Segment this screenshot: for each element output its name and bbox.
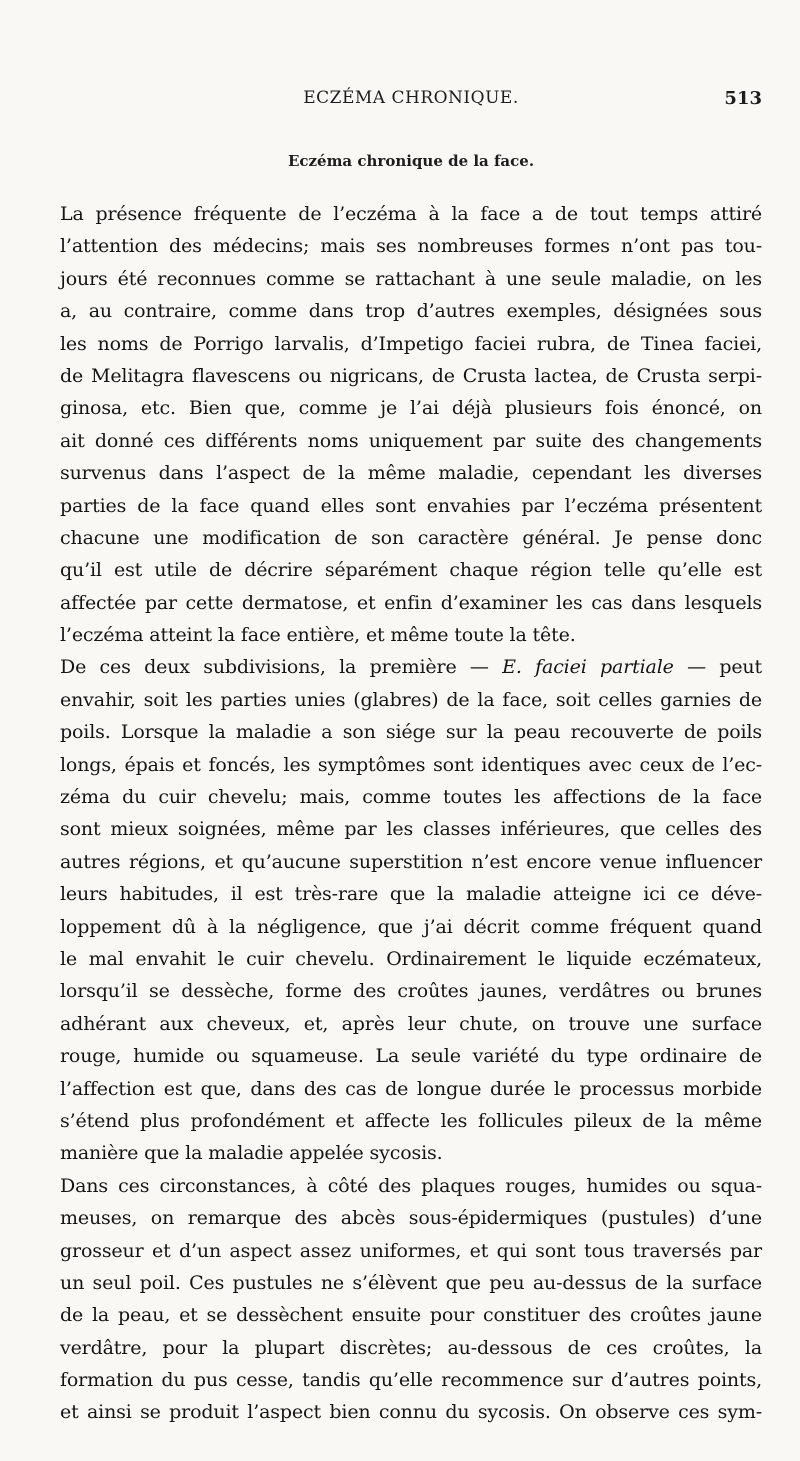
running-head [60,88,762,116]
text-line: chacune une modification de son caractère général. Je pense donc [60,526,762,549]
text-line: La présence fréquente de l’eczéma à la face a de tout temps attiré [60,203,762,225]
text-line: l’attention des médecins; mais ses nombreuses formes n’ont pas tou- [60,235,762,258]
text-line: autres régions, et qu’aucune superstition n’est encore venue influencer [60,850,762,873]
text-line: qu’il est utile de décrire séparément chaque région telle qu’elle est [60,559,762,582]
text-line: l’affection est que, dans des cas de longue durée le processus morbide [60,1077,762,1100]
text-line: formation du pus cesse, tandis qu’elle recommence sur d’autres points, [60,1369,762,1392]
paragraph-3 [60,1170,762,1429]
text-line: envahir, soit les parties unies (glabres) de la face, soit celles garnies de [60,688,762,711]
text-line: et ainsi se produit l’aspect bien connu du sycosis. On observe ces sym- [60,1401,762,1424]
text-line: l’eczéma atteint la face entière, et même toute la tête. [60,624,576,647]
section-title: Eczéma chronique de la face. [287,152,535,170]
text-line: manière que la maladie appelée sycosis. [60,1142,443,1165]
text-line: grosseur et d’un aspect assez uniformes, et qui sont tous traversés par [60,1239,762,1262]
body-text [60,198,762,1429]
text-line: les noms de Porrigo larvalis, d’Impetigo faciei rubra, de Tinea faciei, [60,332,762,355]
paragraph-1 [60,198,762,651]
text-line: meuses, on remarque des abcès sous-épidermiques (pustules) d’une [60,1207,762,1230]
text-line: poils. Lorsque la maladie a son siége sur la peau recouverte de poils [60,721,762,744]
text-line: sont mieux soignées, même par les classes inférieures, que celles des [60,818,762,841]
text-line: adhérant aux cheveux, et, après leur chute, on trouve une surface [60,1012,762,1035]
text-line: un seul poil. Ces pustules ne s’élèvent que peu au-dessus de la surface [60,1271,762,1294]
text-line: rouge, humide ou squameuse. La seule variété du type ordinaire de [60,1045,762,1068]
text-line: leurs habitudes, il est très-rare que la maladie atteigne ici ce déve- [60,883,762,906]
text-line: s’étend plus profondément et affecte les follicules pileux de la même [60,1109,762,1132]
text-line: de la peau, et se dessèchent ensuite pour constituer des croûtes jaune [60,1304,762,1327]
text-line: de Melitagra flavescens ou nigricans, de Crusta lactea, de Crusta serpi- [60,364,762,387]
text-line: survenus dans l’aspect de la même maladie, cependant les diverses [60,462,762,485]
text-run: De ces deux subdivisions, la première — [60,656,489,679]
text-line: a, au contraire, comme dans trop d’autres exemples, désignées sous [60,300,762,323]
italic-term: E. faciei partiale [502,656,674,679]
running-title: ECZÉMA CHRONIQUE. [303,88,519,108]
text-line: verdâtre, pour la plupart discrètes; au-dessous de ces croûtes, la [60,1336,762,1359]
text-line: affectée par cette dermatose, et enfin d’examiner les cas dans lesquels [60,591,762,614]
text-line: loppement dû à la négligence, que j’ai décrit comme fréquent quand [60,915,762,938]
text-line: jours été reconnues comme se rattachant à une seule maladie, on les [60,267,762,290]
text-line: le mal envahit le cuir chevelu. Ordinairement le liquide eczémateux, [60,947,762,970]
text-line: parties de la face quand elles sont envahies par l’eczéma présentent [60,494,762,517]
paragraph-2 [60,651,762,1169]
text-line: ait donné ces différents noms uniquement par suite des changements [60,429,762,452]
text-line-with-italic [60,651,762,683]
page-number: 513 [724,88,762,109]
text-line: ginosa, etc. Bien que, comme je l’ai déjà plusieurs fois énoncé, on [60,397,762,420]
text-line: Dans ces circonstances, à côté des plaques rouges, humides ou squa- [60,1174,762,1197]
text-run: — peut [687,656,763,679]
text-line: lorsqu’il se dessèche, forme des croûtes jaunes, verdâtres ou brunes [60,980,762,1003]
text-line: zéma du cuir chevelu; mais, comme toutes les affections de la face [60,786,762,809]
text-line: longs, épais et foncés, les symptômes sont identiques avec ceux de l’ec- [60,753,762,776]
